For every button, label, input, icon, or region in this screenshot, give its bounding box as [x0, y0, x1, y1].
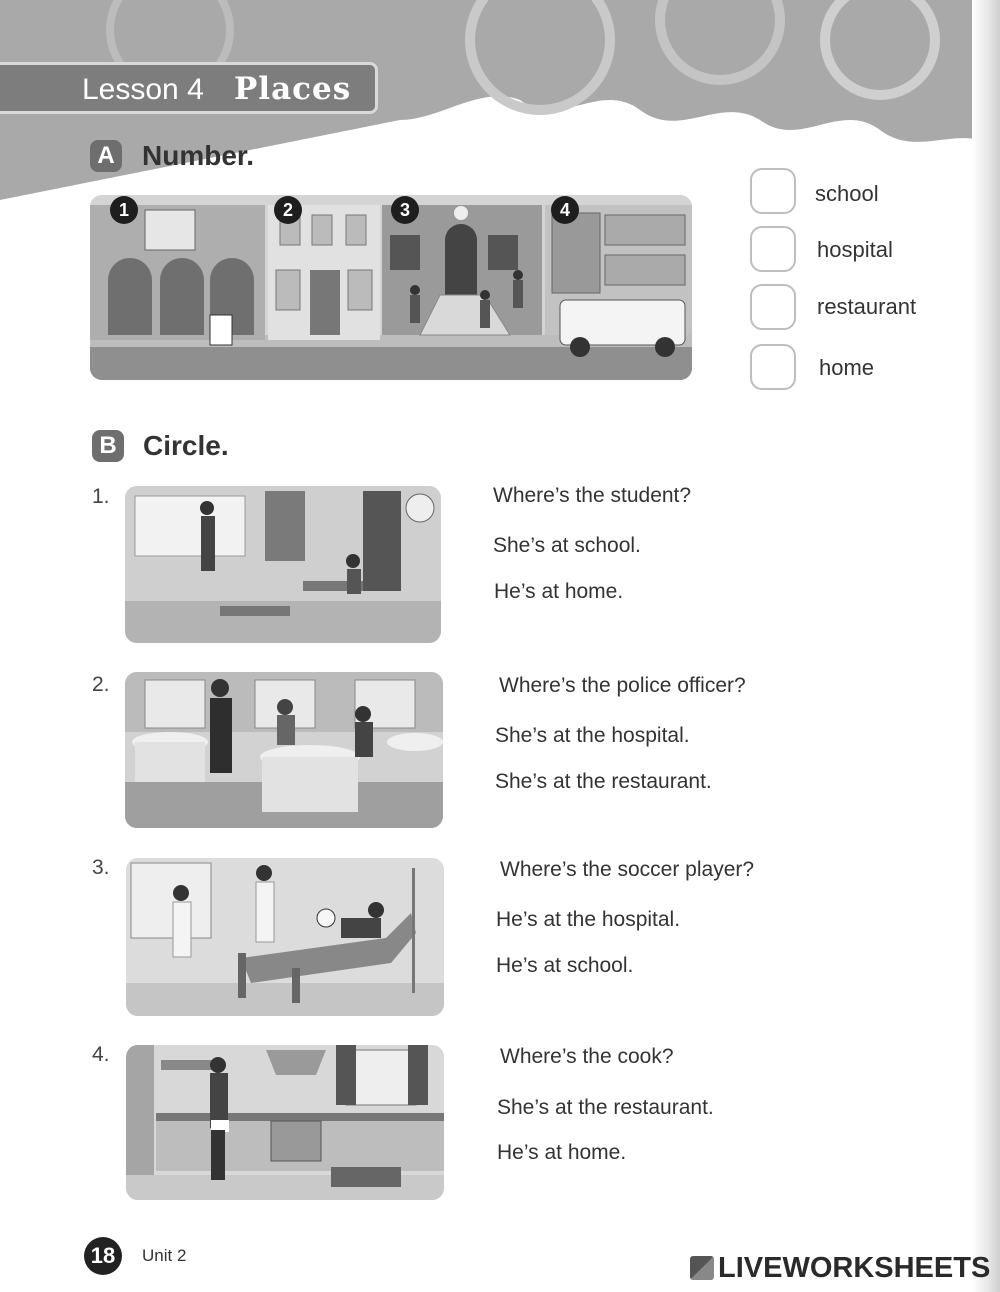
lesson-title: Places: [234, 71, 352, 107]
item-4-number: 4.: [92, 1043, 110, 1066]
section-a-title: Number.: [142, 140, 255, 171]
item-3-number: 3.: [92, 856, 110, 879]
answer-box-school[interactable]: [750, 168, 796, 214]
building-number-1: 1: [110, 196, 138, 224]
item-2-option-1[interactable]: She’s at the hospital.: [495, 724, 690, 747]
lesson-label: Lesson 4: [82, 73, 204, 106]
item-4-option-2[interactable]: He’s at home.: [497, 1141, 627, 1164]
building-number-3: 3: [391, 196, 419, 224]
lesson-banner: [0, 62, 378, 114]
section-b-title: Circle.: [143, 430, 229, 461]
page-number: 18: [84, 1237, 122, 1275]
item-1-question: Where’s the student?: [493, 484, 692, 507]
item-2-number: 2.: [92, 673, 110, 696]
choice-home: home: [819, 355, 875, 380]
section-b-badge: B: [92, 430, 124, 462]
brand-logo-icon: [690, 1256, 714, 1280]
brand-logo: [690, 1252, 990, 1285]
choice-school: school: [815, 181, 879, 206]
item-1-option-2[interactable]: He’s at home.: [494, 580, 624, 603]
answer-box-hospital[interactable]: [750, 226, 796, 272]
kitchen-image: [126, 1045, 444, 1200]
item-4-option-1[interactable]: She’s at the restaurant.: [497, 1096, 714, 1119]
item-3-option-1[interactable]: He’s at the hospital.: [496, 908, 681, 931]
item-4-question: Where’s the cook?: [500, 1045, 674, 1068]
item-3-question: Where’s the soccer player?: [500, 858, 755, 881]
item-2-question: Where’s the police officer?: [499, 674, 746, 697]
page-binding-shadow: [972, 0, 1000, 1292]
answer-box-restaurant[interactable]: [750, 284, 796, 330]
building-number-2: 2: [274, 196, 302, 224]
item-1-number: 1.: [92, 485, 110, 508]
restaurant-image: [125, 672, 443, 828]
item-3-option-2[interactable]: He’s at school.: [496, 954, 634, 977]
classroom-image: [125, 486, 441, 643]
item-1-option-1[interactable]: She’s at school.: [493, 534, 641, 557]
building-number-4: 4: [551, 196, 579, 224]
item-2-option-2[interactable]: She’s at the restaurant.: [495, 770, 712, 793]
unit-label: Unit 2: [142, 1246, 187, 1265]
section-a-badge: A: [90, 140, 122, 172]
choice-restaurant: restaurant: [817, 294, 917, 319]
answer-box-home[interactable]: [750, 344, 796, 390]
brand-logo-text: LIVEWORKSHEETS: [718, 1252, 991, 1284]
choice-hospital: hospital: [817, 237, 893, 262]
street-scene-image: [90, 195, 692, 380]
hospital-room-image: [126, 858, 444, 1016]
